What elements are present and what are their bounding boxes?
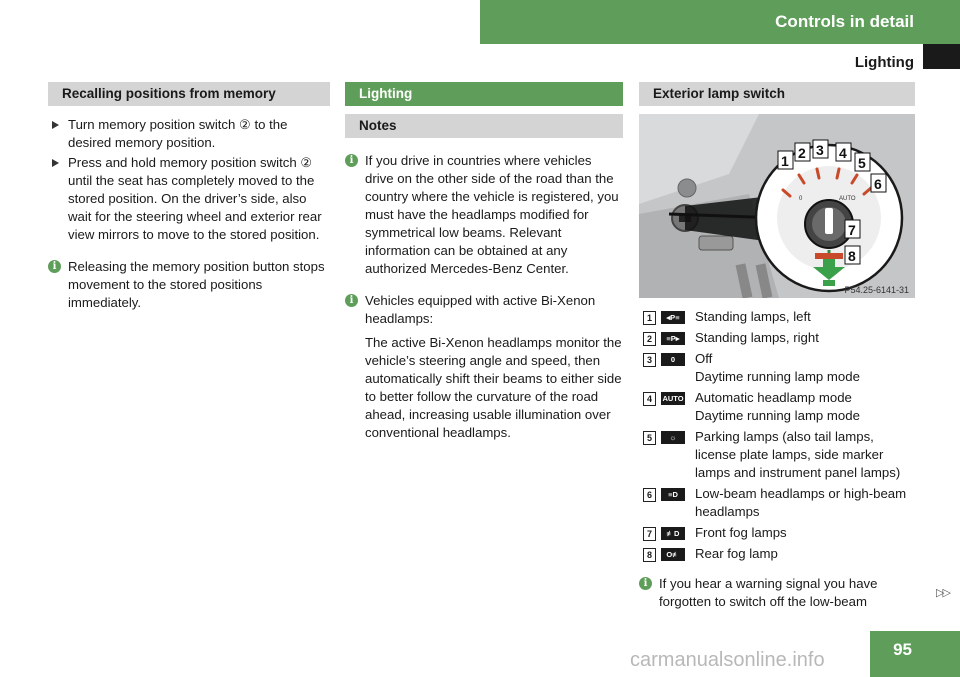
item-number: 4 xyxy=(643,392,656,406)
dial-mark-0: 0 xyxy=(799,196,803,202)
item-number: 7 xyxy=(643,527,656,541)
heading-lighting: Lighting xyxy=(345,82,623,106)
list-item xyxy=(639,329,915,347)
callout-6: 6 xyxy=(874,176,882,192)
front-fog-icon: ≢D xyxy=(661,527,685,540)
item-number: 1 xyxy=(643,311,656,325)
low-beam-icon: ≡D xyxy=(661,488,685,501)
page-number-box xyxy=(870,631,960,677)
callout-2: 2 xyxy=(798,145,806,161)
heading-recalling-positions: Recalling positions from memory xyxy=(48,82,330,106)
item-text: Rear fog lamp xyxy=(695,546,778,561)
callout-8: 8 xyxy=(848,248,856,264)
note-body: The active Bi-Xenon headlamps monitor the vehicle’s steering angle and speed, then automatically shift their beams to either side to better follow the curvature of the road ahead, increasing usable illumination over conventional headlamps. xyxy=(365,335,622,440)
off-icon: 0 xyxy=(661,353,685,366)
continued-arrow-icon: ▷▷ xyxy=(936,587,949,599)
section-header xyxy=(480,0,960,44)
list-item xyxy=(639,428,915,482)
item-text: Off xyxy=(695,351,713,366)
column-exterior-lamp-switch xyxy=(639,82,915,611)
item-text: Automatic headlamp mode xyxy=(695,390,852,405)
list-item xyxy=(639,308,915,326)
item-text: Front fog lamps xyxy=(695,525,787,540)
item-text: headlamps xyxy=(695,504,760,519)
item-text: lamps and instrument panel lamps) xyxy=(695,465,901,480)
info-icon: i xyxy=(48,260,61,273)
subsection-title: Lighting xyxy=(854,54,914,71)
info-icon: i xyxy=(345,154,358,167)
info-icon: i xyxy=(345,294,358,307)
item-text: Standing lamps, right xyxy=(695,330,819,345)
item-text: Low-beam headlamps or high-beam xyxy=(695,486,907,501)
bullet-item: Turn memory position switch ② to the desired memory position. xyxy=(48,116,330,152)
item-number: 2 xyxy=(643,332,656,346)
item-text: license plate lamps, side marker xyxy=(695,447,884,462)
note-title: Vehicles equipped with active Bi-Xenon headlamps: xyxy=(365,293,596,326)
info-note xyxy=(639,575,915,611)
callout-7: 7 xyxy=(848,222,856,238)
rear-fog-icon: O≢ xyxy=(661,548,685,561)
item-text: Daytime running lamp mode xyxy=(695,369,860,384)
callout-5: 5 xyxy=(858,155,866,171)
image-caption: P54.25-6141-31 xyxy=(844,285,909,295)
info-note xyxy=(345,292,623,442)
note-text: Releasing the memory position button stops movement to the stored positions immediately. xyxy=(68,259,325,310)
callout-4: 4 xyxy=(839,145,847,161)
note-text: If you drive in countries where vehicles drive on the other side of the road than the country where the vehicle is registered, you must have the headlamps modified for symmetrical low beams. Relevant information can be obtained at any authorized Mercedes-Benz Center. xyxy=(365,153,619,276)
bullet-item: Press and hold memory position switch ② until the seat has completely moved to the stored position. On the driver’s side, also wait for the steering wheel and exterior rear view mirrors to move to the stored position. xyxy=(48,154,330,244)
page-number: 95 xyxy=(893,640,912,659)
item-number: 8 xyxy=(643,548,656,562)
list-item xyxy=(639,545,915,563)
section-title: Controls in detail xyxy=(775,12,914,31)
callout-3: 3 xyxy=(816,142,824,158)
dial-mark-auto: AUTO xyxy=(839,196,856,202)
info-icon: i xyxy=(639,577,652,590)
parking-lamps-icon: ☼ xyxy=(661,431,685,444)
heading-notes: Notes xyxy=(345,114,623,138)
callout-1: 1 xyxy=(781,153,789,169)
header-tab-marker xyxy=(923,44,960,69)
standing-lamps-right-icon: ≡P▸ xyxy=(661,332,685,345)
info-note xyxy=(345,152,623,278)
watermark: carmanualsonline.info xyxy=(630,649,825,671)
auto-headlamp-icon: AUTO xyxy=(662,394,684,403)
standing-lamps-left-icon: ◂P≡ xyxy=(661,311,685,324)
item-number: 3 xyxy=(643,353,656,367)
list-item xyxy=(639,524,915,542)
list-item xyxy=(639,485,915,521)
lamp-switch-legend xyxy=(639,308,915,563)
list-item xyxy=(639,389,915,425)
lamp-switch-illustration xyxy=(639,114,915,298)
heading-exterior-lamp-switch: Exterior lamp switch xyxy=(639,82,915,106)
column-lighting xyxy=(345,82,623,442)
item-text: Daytime running lamp mode xyxy=(695,408,860,423)
item-text: Standing lamps, left xyxy=(695,309,811,324)
note-text: If you hear a warning signal you have forgotten to switch off the low-beam xyxy=(659,576,878,609)
item-text: Parking lamps (also tail lamps, xyxy=(695,429,874,444)
list-item xyxy=(639,350,915,386)
item-number: 6 xyxy=(643,488,656,502)
info-note xyxy=(48,258,330,312)
column-memory xyxy=(48,82,330,312)
lamp-switch-drawing xyxy=(639,114,915,298)
item-number: 5 xyxy=(643,431,656,445)
